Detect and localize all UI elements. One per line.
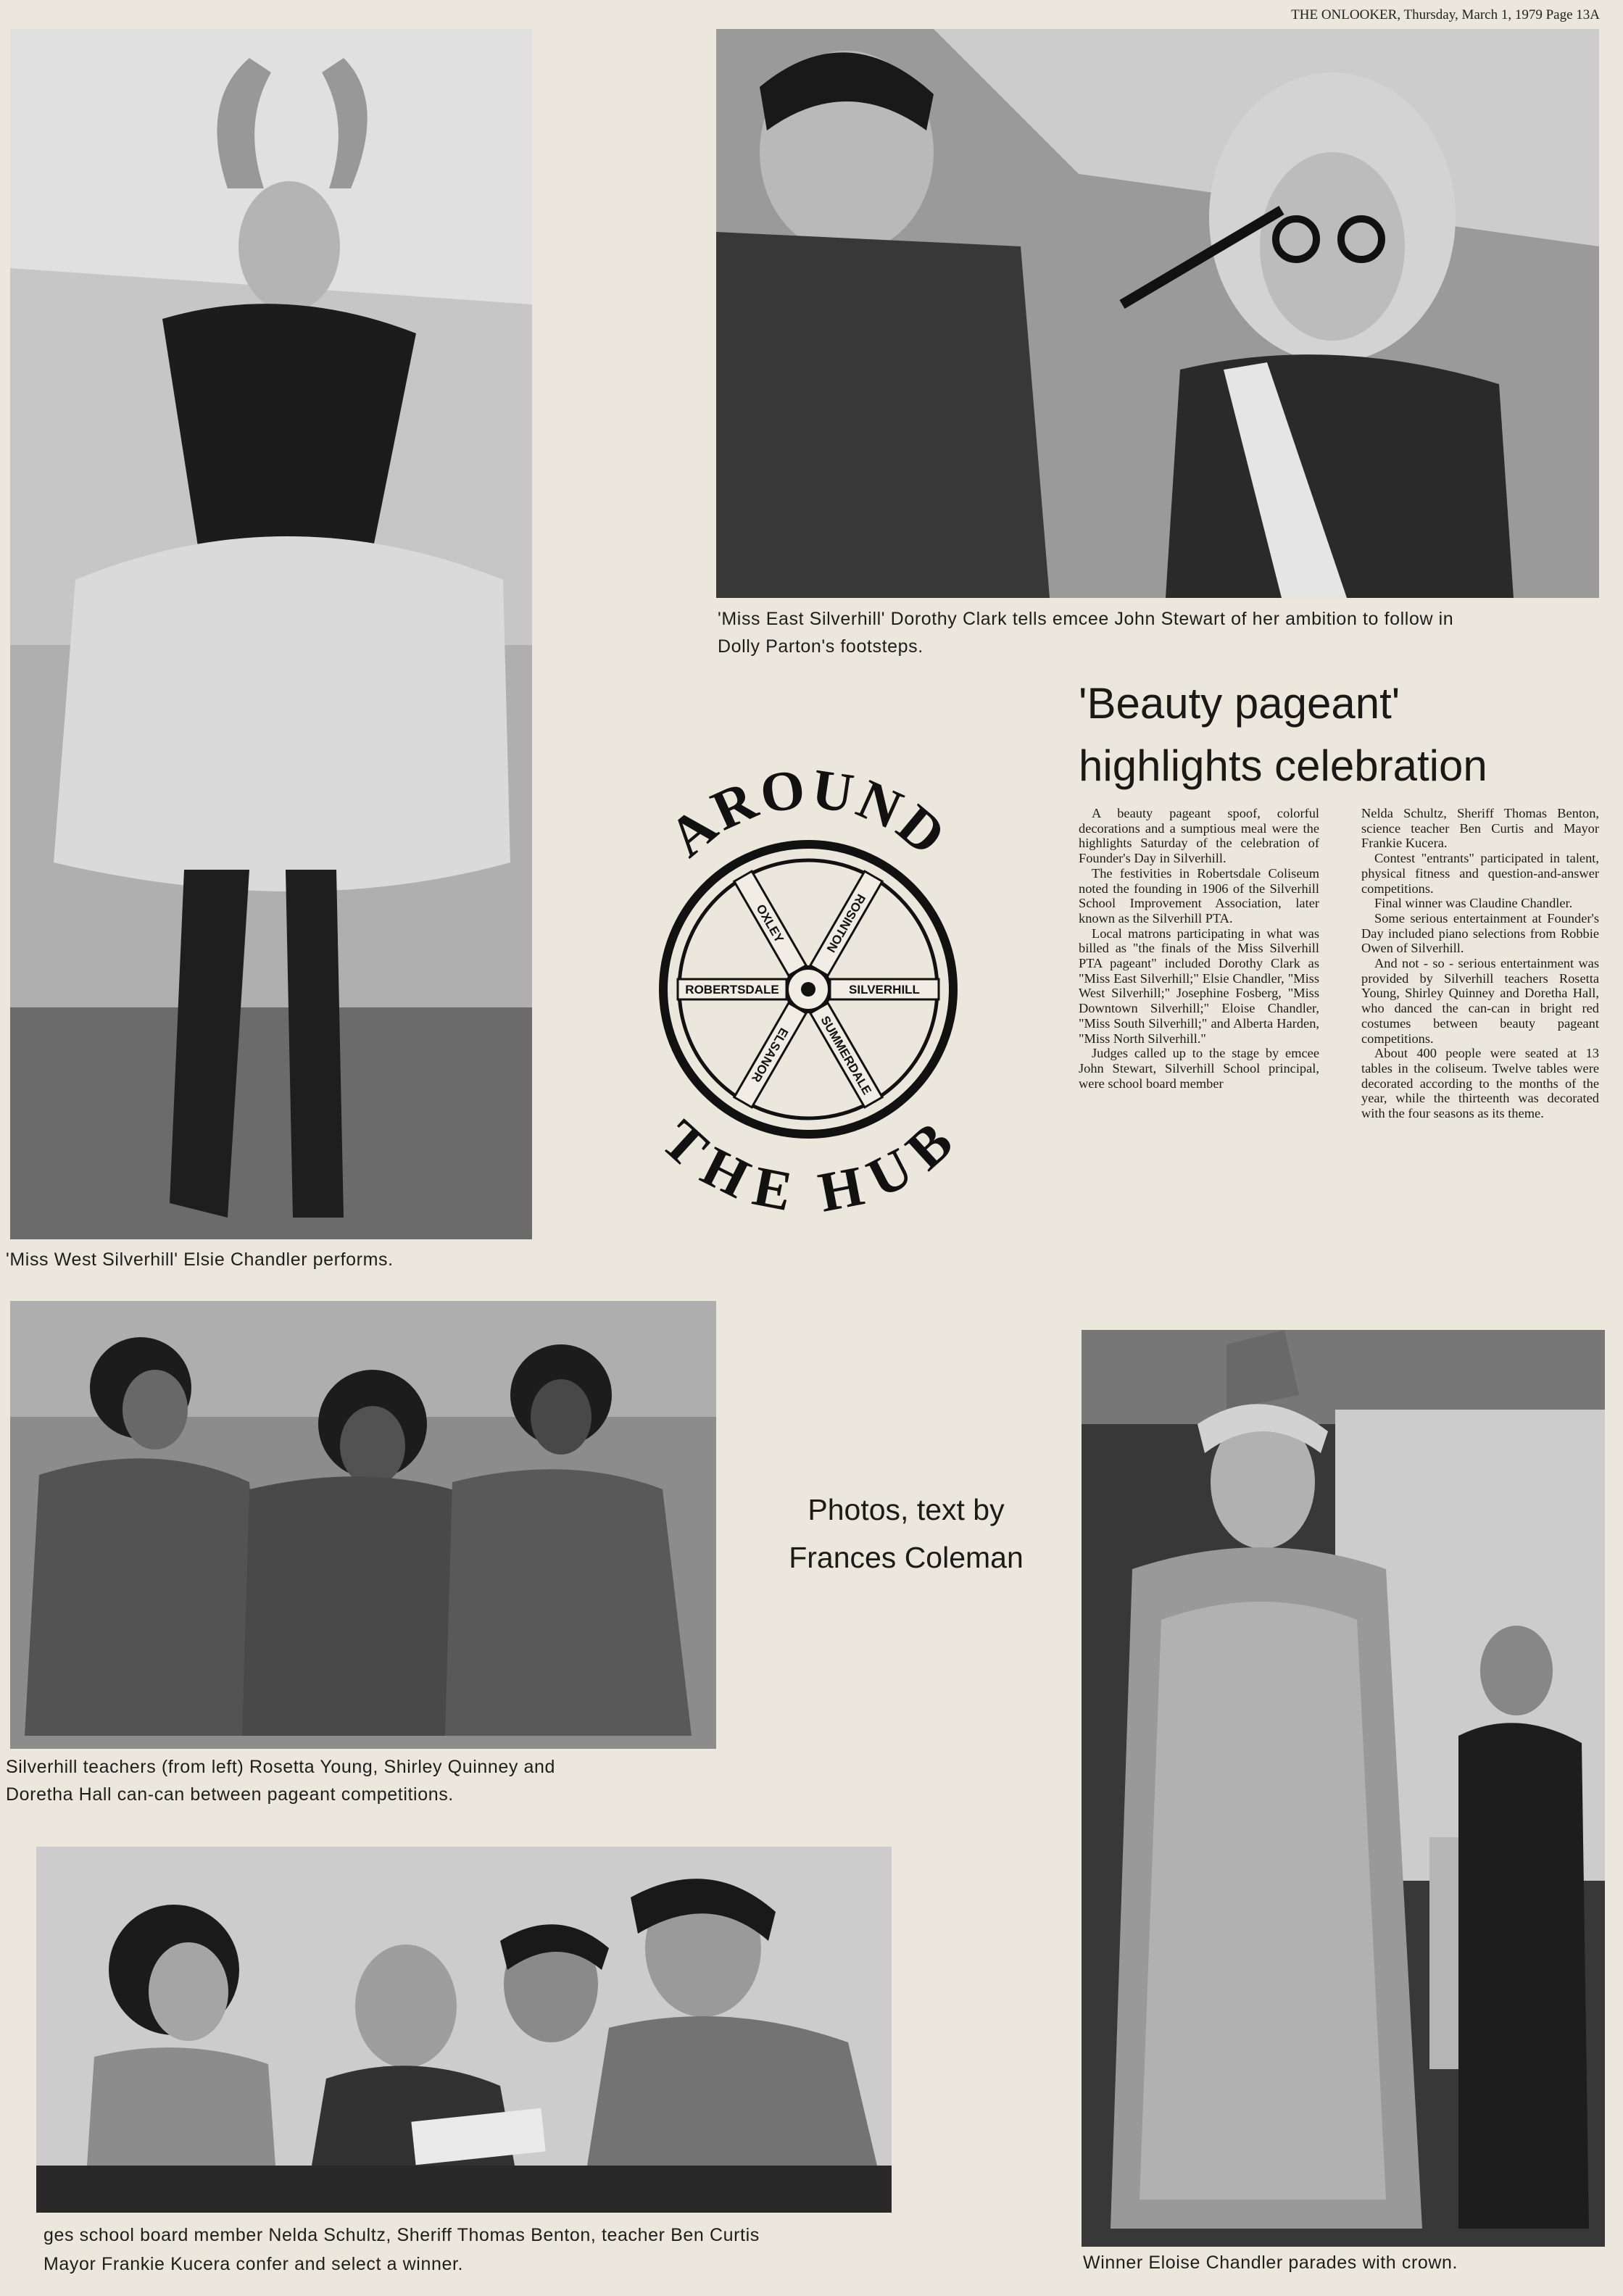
judges-caption-line2: Mayor Frankie Kucera confer and select a winner.	[43, 2254, 464, 2274]
article-paragraph: Contest "entrants" participated in talent, physical fitness and question-and-answer competitions.	[1361, 851, 1599, 896]
spoke-label: ROBERTSDALE	[685, 983, 779, 997]
spoke-label: ROSINTON	[823, 891, 868, 955]
emcee-caption-line1: 'Miss East Silverhill' Dorothy Clark tells emcee John Stewart of her ambition to follow in	[718, 609, 1454, 629]
article-headline	[1079, 673, 1601, 797]
judges-photo	[36, 1847, 892, 2213]
logo-top-text: AROUND	[656, 756, 960, 869]
logo-bottom-text: THE HUB	[649, 1107, 967, 1224]
cancan-photo	[10, 1301, 716, 1749]
cancan-caption-line2: Doretha Hall can-can between pageant competitions.	[6, 1784, 454, 1805]
emcee-photo	[716, 29, 1599, 598]
dancer-caption: 'Miss West Silverhill' Elsie Chandler performs.	[6, 1249, 394, 1270]
cancan-caption-line1: Silverhill teachers (from left) Rosetta Young, Shirley Quinney and	[6, 1757, 556, 1777]
winner-caption: Winner Eloise Chandler parades with crown.	[1083, 2253, 1458, 2273]
article-paragraph: And not - so - serious entertainment was provided by Silverhill teachers Rosetta Young, Shirley Quinney and Doretha Hall, who danced the can-can in bright red costumes between beauty pageant competitions.	[1361, 956, 1599, 1046]
emcee-photo-image	[716, 29, 1599, 598]
winner-photo	[1082, 1330, 1605, 2247]
wagon-wheel-icon	[620, 750, 997, 1228]
emcee-caption-line2: Dolly Parton's footsteps.	[718, 636, 923, 657]
article-paragraph: About 400 people were seated at 13 tables in the coliseum. Twelve tables were decorated according to the months of the year, while the thirteenth was decorated with the four seasons as its theme.	[1361, 1046, 1599, 1121]
spoke-label: SILVERHILL	[849, 983, 920, 997]
credit-line1: Photos, text by	[808, 1493, 1005, 1526]
article-paragraph: Final winner was Claudine Chandler.	[1374, 896, 1573, 911]
headline-line1: 'Beauty pageant'	[1079, 679, 1400, 728]
photo-credit	[754, 1486, 1058, 1581]
judges-photo-image	[36, 1847, 892, 2213]
around-the-hub-logo	[620, 750, 997, 1228]
article-column-1	[1079, 806, 1319, 1091]
judges-caption-line1: ges school board member Nelda Schultz, Sheriff Thomas Benton, teacher Ben Curtis	[43, 2225, 760, 2245]
page-header: THE ONLOOKER, Thursday, March 1, 1979 Page 13A	[1291, 7, 1600, 22]
spoke-label: ELSANOR	[749, 1025, 792, 1085]
article-paragraph: Judges called up to the stage by emcee John Stewart, Silverhill School principal, were school board member	[1079, 1046, 1319, 1091]
article-paragraph: Nelda Schultz, Sheriff Thomas Benton, science teacher Ben Curtis and Mayor Frankie Kucera.	[1361, 806, 1599, 851]
cancan-photo-image	[10, 1301, 716, 1749]
article-paragraph: A beauty pageant spoof, colorful decorations and a sumptious meal were the highlights Saturday of the celebration of Founder's Day in Silverhill.	[1079, 806, 1319, 866]
article-paragraph: Local matrons participating in what was billed as "the finals of the Miss Silverhill PTA pageant" included Dorothy Clark as "Miss East Silverhill;" Elsie Chandler, "Miss West Silverhill;" Josephine Fosberg, "Miss Downtown Silverhill;" Eloise Chandler, "Miss South Silverhill;" and Alberta Harden, "Miss North Silverhill."	[1079, 926, 1319, 1046]
spoke-label: OXLEY	[753, 902, 786, 946]
article-column-2	[1361, 806, 1599, 1121]
credit-line2: Frances Coleman	[789, 1541, 1024, 1574]
dancer-photo-image	[10, 29, 532, 1239]
headline-line2: highlights celebration	[1079, 741, 1487, 790]
article-paragraph: The festivities in Robertsdale Coliseum noted the founding in 1906 of the Silverhill School Improvement Association, later known as the Silverhill PTA.	[1079, 865, 1319, 926]
spoke-label: SUMMERDALE	[818, 1013, 874, 1097]
winner-photo-image	[1082, 1330, 1605, 2247]
dancer-photo	[10, 29, 532, 1239]
article-paragraph: Some serious entertainment at Founder's Day included piano selections from Robbie Owen of Silverhill.	[1361, 910, 1599, 956]
